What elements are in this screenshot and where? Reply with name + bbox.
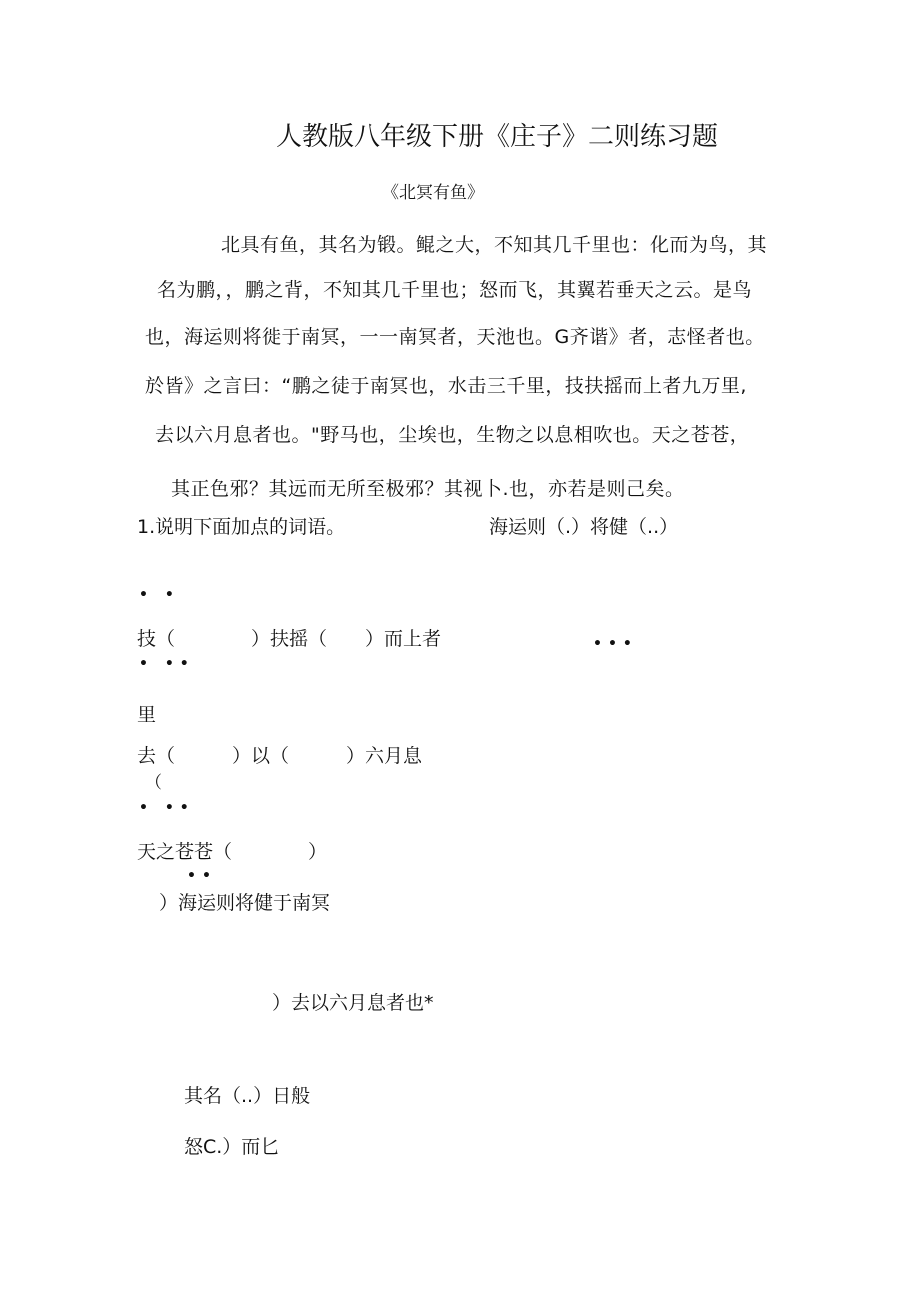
passage-line-2: 名为鹏，，鹏之背，不知其几千里也；怒而飞，其翼若垂天之云。是鸟 [157, 279, 753, 301]
emphasis-dots: • • [139, 587, 180, 603]
emphasis-dots: • •• [139, 800, 195, 816]
emphasis-dots: ••• [593, 636, 638, 652]
emphasis-dots: • •• [139, 656, 195, 672]
exercise-paren: （ [145, 773, 162, 793]
passage-line-1: 北具有鱼，其名为锻。鲲之大，不知其几千里也：化而为鸟，其 [221, 234, 768, 256]
passage-line-3: 也，海运则将徙于南冥，一一南冥者，天池也。G齐谐》者，志怪者也。 [145, 326, 765, 348]
exercise-line-nu: 怒C.）而匕 [184, 1136, 280, 1158]
passage-line-6: 其正色邪？其远而无所至极邪？其视卜.也，亦若是则己矣。 [171, 478, 685, 500]
exercise-line-li: 里 [137, 704, 157, 726]
exercise-line-quyi: ）去以六月息者也* [272, 992, 434, 1014]
exercise-line-qiming: 其名（..）日般 [184, 1085, 311, 1107]
exercise-line-haiyun: ）海运则将健于南冥 [159, 892, 331, 914]
passage-line-4: 於皆》之言曰：“鹏之徒于南冥也，水击三千里，技扶摇而上者九万里, [145, 375, 747, 397]
page-title: 人教版八年级下册《庄子》二则练习题 [276, 122, 719, 152]
passage-line-5: 去以六月息者也。"野马也，尘埃也，生物之以息相吹也。天之苍苍， [155, 424, 750, 446]
exercise-line-tian: 天之苍苍（ ） [137, 841, 328, 863]
exercise-line-ji: 技（ ）扶摇（ ）而上者 [137, 628, 442, 650]
question-1-item-haiyun: 海运则（.）将健（..） [489, 516, 679, 538]
passage-title: 《北冥有鱼》 [382, 183, 484, 203]
emphasis-dots: •• [187, 868, 217, 884]
question-1-prompt: 1.说明下面加点的词语。 [137, 516, 346, 538]
exercise-line-qu: 去（ ）以（ ）六月息 [137, 745, 423, 767]
